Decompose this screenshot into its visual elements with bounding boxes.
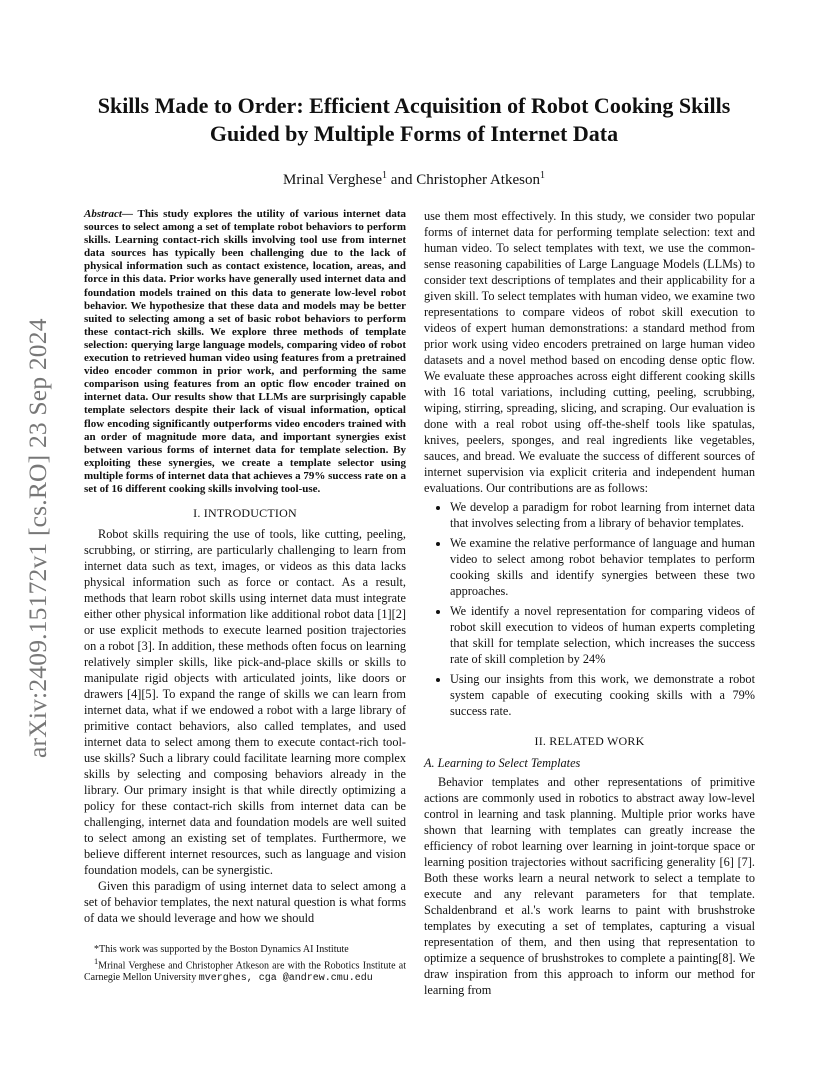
section-heading-related-work: II. RELATED WORK: [534, 734, 645, 748]
author-conjunction: and: [387, 172, 417, 188]
title-line-1: Skills Made to Order: Efficient Acquisition of Robot Cooking Skills: [97, 93, 731, 118]
footnote-affiliation-text: Mrinal Verghese and Christopher Atkeson are with the Robotics Institute at Carnegie Mellon University: [84, 960, 406, 984]
affiliation-mark: 1: [382, 170, 388, 181]
paper-title: [60, 92, 768, 148]
section-heading-introduction: I. INTRODUCTION: [193, 506, 297, 521]
footnote-mark: 1: [94, 957, 99, 966]
subsection-heading: A. Learning to Select Templates: [424, 756, 581, 770]
intro-paragraph-continued: use them most effectively. In this study, we consider two popular forms of internet data for performing template selection: text and human video. To select templates with text, we use the common-sense reasoning capabilities of Large Language Models (LLMs) to consider text descriptions of templates and their applicability for a given skill. To select templates with human video, we examine two representations to compare videos of robot skill execution to videos of expert human demonstrations: a standard method from prior work using video encoders pretrained on large human video datasets and a novel method based on encoding dense optic flow. We evaluate these approaches across eight different cooking skills with 16 total variations, including cutting, peeling, scrubbing, wiping, stirring, spreading, slicing, and scraping. Our evaluation is done with a real robot using off-the-shelf tools like spatulas, knives, peelers, sponges, and real ingredients like vegetables, sauces, and bread. We evaluate the success of different sources of internet supervision via explicit criteria and independent human evaluations. Our contributions are as follows:: [424, 209, 755, 495]
right-column: [424, 208, 755, 998]
title-line-2: Guided by Multiple Forms of Internet Data: [209, 121, 619, 146]
author-name: Mrinal Verghese: [283, 172, 383, 188]
contributions-list: [424, 499, 755, 719]
list-item: • We develop a paradigm for robot learning from internet data that involves selecting from a library of behavior templates.: [450, 499, 755, 531]
author-emails: mverghes, cga @andrew.cmu.edu: [198, 973, 373, 985]
footnote-funding: *This work was supported by the Boston Dynamics AI Institute: [94, 944, 349, 955]
abstract-text: This study explores the utility of various internet data sources to select among a set of template robot behaviors to perform skills. Learning contact-rich skills involving tool use from internet data sources has typically been challenging due to the lack of physical information such as contact existence, location, areas, and force in this data. Prior works have generally used internet data and foundation models trained on this data to generate low-level robot behavior. We hypothesize that these data and models may be better suited to selecting among a set of basic robot behaviors to perform these contact-rich skills. We explore three methods of template selection: querying large language models, comparing video of robot execution to retrieved human video using features from a pretrained video encoder common in prior work, and performing the same comparison using features from an optic flow encoder trained on internet data. Our results show that LLMs are surprisingly capable template selectors despite their lack of visual information, optical flow encoding significantly outperforms video encoders trained with an order of magnitude more data, and important synergies exist between various forms of internet data for template selection. By exploiting these synergies, we create a template selector using multiple forms of internet data that achieves a 79% success rate on a set of 16 different cooking skills involving tool-use.: [84, 208, 407, 495]
author-list: [60, 166, 768, 190]
related-work-paragraph: Behavior templates and other representations of primitive actions are commonly used in robotics to abstract away low-level control in learning and task planning. Multiple prior works have shown that learning with templates can greatly increase the efficiency of robot learning over learning in joint-torque space or learning position trajectories without sacrificing generality [6] [7]. Both these works learn a neural network to select a template to execute and any relevant parameters for that template. Schaldenbrand et al.'s work learns to paint with brushstroke templates by executing a set of templates, capturing a visual representation of them, and then using that representation to optimize a sequence of brushstrokes to complete a painting[8]. We draw inspiration from this approach to inform our method for learning from: [424, 775, 755, 997]
intro-paragraph-1: Robot skills requiring the use of tools, like cutting, peeling, scrubbing, or stirring, are particularly challenging to learn from internet data such as text, images, or videos as this data lacks physical information such as force or contact. As a result, methods that learn robot skills using internet data must integrate either other physical information like additional robot data [1][2] or use explicit methods to execute learned position trajectories on a robot [3]. In addition, these methods often focus on learning relatively simpler skills, like pick-and-place skills or skills to manipulate rigid objects with articulated joints, like doors or drawers [4][5]. To expand the range of skills we can learn from internet data, what if we endowed a robot with a large library of primitive contact behaviors, also called templates, and used internet data to select among them to execute contact-rich tool-use skills? Such a library could facilitate learning more complex skills by selecting and composing behaviors already in the library. Our primary insight is that while directly optimizing a policy for these contact-rich skills from internet data can be challenging, internet data and foundation models are well suited to select among an existing set of templates. Furthermore, we believe different internet resources, such as language and vision foundation models, can be synergistic.: [84, 527, 406, 878]
author-name: Christopher Atkeson: [416, 172, 540, 188]
list-item: • We identify a novel representation for comparing videos of robot skill execution to videos of human experts completing that skill for template selection, which increases the success rate of skill completion by 24%: [450, 603, 755, 667]
list-item: • Using our insights from this work, we demonstrate a robot system capable of executing cooking skills with a 79% success rate.: [450, 671, 755, 719]
abstract-dash: —: [121, 208, 138, 220]
intro-paragraph-2: Given this paradigm of using internet data to select among a set of behavior templates, the next natural question is what forms of data we should leverage and how we should: [84, 879, 406, 926]
left-column: [84, 208, 406, 926]
affiliation-mark: 1: [539, 170, 545, 181]
footnotes: [84, 944, 406, 985]
abstract: [84, 208, 406, 496]
arxiv-identifier: arXiv:2409.15172v1 [cs.RO] 23 Sep 2024: [23, 318, 52, 758]
list-item: • We examine the relative performance of language and human video to select among robot behavior templates to perform cooking skills and identify synergies between these two approaches.: [450, 535, 755, 599]
footnote-affiliation: [84, 956, 406, 985]
abstract-label: Abstract: [84, 208, 122, 220]
